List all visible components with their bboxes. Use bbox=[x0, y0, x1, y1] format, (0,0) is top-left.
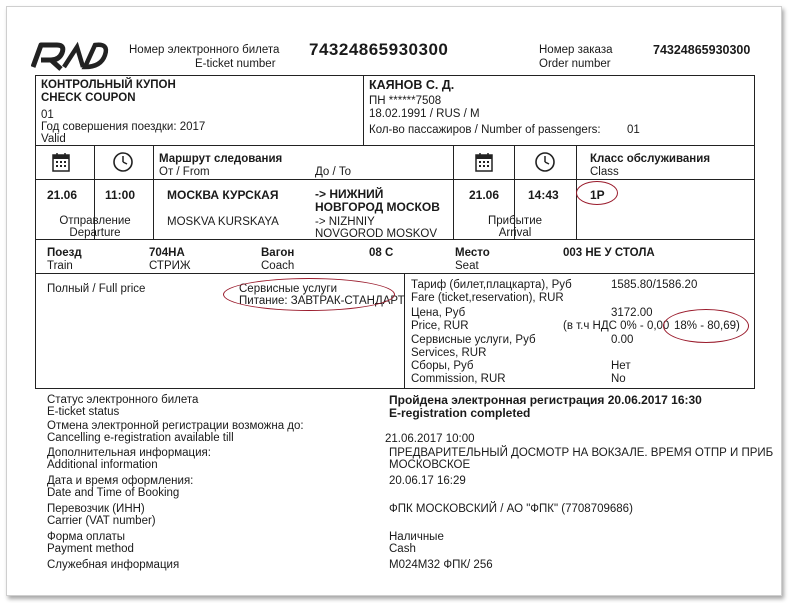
cancel-value: 21.06.2017 10:00 bbox=[385, 433, 475, 445]
services-value: 0.00 bbox=[611, 334, 634, 346]
train-label-ru: Поезд bbox=[47, 247, 82, 259]
vat-prefix: (в т.ч НДС 0% - 0,00 bbox=[563, 320, 670, 332]
to-station-ru-2: НОВГОРОД МОСКОВ bbox=[315, 200, 440, 214]
full-price-label: Полный / Full price bbox=[47, 283, 146, 295]
payment-label-en: Payment method bbox=[47, 543, 134, 555]
to-station-en-1: -> NIZHNIY bbox=[315, 216, 375, 228]
class-label-en: Class bbox=[590, 166, 619, 178]
services-label-ru: Сервисные услуги, Руб bbox=[411, 334, 536, 346]
tariff-value: 1585.80/1586.20 bbox=[611, 279, 698, 291]
service-label: Сервисные услуги bbox=[239, 283, 338, 295]
class-annotation-circle bbox=[576, 181, 618, 205]
car-number: 08 С bbox=[369, 247, 394, 259]
departure-label-ru: Отправление bbox=[59, 215, 131, 227]
order-label-ru: Номер заказа bbox=[539, 44, 613, 56]
train-name: СТРИЖ bbox=[149, 260, 191, 272]
passenger-count: 01 bbox=[627, 124, 640, 136]
meal-annotation-circle bbox=[223, 278, 395, 311]
status-label-en: E-ticket status bbox=[47, 406, 120, 418]
trip-year: Год совершения поездки: 2017 bbox=[41, 121, 206, 133]
to-station-ru-1: -> НИЖНИЙ bbox=[315, 187, 384, 201]
class-label-ru: Класс обслуживания bbox=[590, 153, 711, 165]
payment-value-ru: Наличные bbox=[389, 531, 444, 543]
additional-value-2: МОСКОВСКОЕ bbox=[389, 459, 471, 471]
car-label-ru: Вагон bbox=[261, 247, 295, 259]
arrival-date: 21.06 bbox=[469, 188, 500, 202]
arrival-label-en: Arrival bbox=[498, 227, 532, 239]
e-ticket-document bbox=[6, 6, 782, 596]
carrier-value: ФПК МОСКОВСКИЙ / АО "ФПК" (7708709686) bbox=[389, 503, 633, 515]
booking-value: 20.06.17 16:29 bbox=[389, 475, 466, 487]
passenger-name: КАЯНОВ С. Д. bbox=[369, 78, 455, 92]
cancel-label-ru: Отмена электронной регистрации возможна до: bbox=[47, 420, 304, 432]
departure-date: 21.06 bbox=[47, 188, 78, 202]
fees-label-en: Commission, RUR bbox=[411, 373, 506, 385]
seat-label-ru: Место bbox=[455, 247, 490, 259]
cancel-label-en: Cancelling e-registration available till bbox=[47, 432, 234, 444]
service-info-label: Служебная информация bbox=[47, 559, 180, 571]
from-station-en: MOSKVA KURSKAYA bbox=[167, 216, 279, 228]
car-label-en: Coach bbox=[261, 260, 295, 272]
price-label-ru: Цена, Руб bbox=[411, 307, 466, 319]
clock-icon bbox=[534, 151, 556, 173]
to-station-en-2: NOVGOROD MOSKOV bbox=[315, 228, 438, 240]
order-number: 74324865930300 bbox=[653, 43, 751, 57]
arrival-time: 14:43 bbox=[528, 188, 559, 202]
status-value-ru: Пройдена электронная регистрация 20.06.2017 16:30 bbox=[389, 393, 702, 407]
carrier-label-ru: Перевозчик (ИНН) bbox=[47, 503, 145, 515]
payment-value-en: Cash bbox=[389, 543, 416, 555]
price-label-en: Price, RUR bbox=[411, 320, 469, 332]
departure-time: 11:00 bbox=[105, 188, 136, 202]
coupon-title-ru: КОНТРОЛЬНЫЙ КУПОН bbox=[41, 79, 176, 91]
eticket-number: 74324865930300 bbox=[309, 40, 449, 59]
passenger-count-label: Кол-во пассажиров / Number of passengers: bbox=[369, 124, 601, 136]
service-info-value: М024М32 ФПК/ 256 bbox=[389, 559, 493, 571]
passenger-birth: 18.02.1991 / RUS / M bbox=[369, 108, 480, 120]
to-label: До / To bbox=[315, 166, 352, 178]
departure-label-en: Departure bbox=[69, 227, 121, 239]
calendar-icon bbox=[475, 152, 493, 172]
clock-icon bbox=[112, 151, 134, 173]
route-label: Маршрут следования bbox=[159, 153, 283, 165]
status-label-ru: Статус электронного билета bbox=[47, 394, 199, 406]
arrival-label-ru: Прибытие bbox=[487, 215, 543, 227]
booking-label-ru: Дата и время оформления: bbox=[47, 475, 194, 487]
tariff-label-en: Fare (ticket,reservation), RUR bbox=[411, 292, 564, 304]
from-station-ru: МОСКВА КУРСКАЯ bbox=[167, 188, 279, 202]
fees-value-ru: Нет bbox=[611, 360, 631, 372]
fees-value-en: No bbox=[611, 373, 626, 385]
payment-label-ru: Форма оплаты bbox=[47, 531, 126, 543]
tariff-label-ru: Тариф (билет,плацкарта), Руб bbox=[411, 279, 572, 291]
eticket-label-en: E-ticket number bbox=[195, 58, 276, 70]
eticket-label-ru: Номер электронного билета bbox=[129, 44, 280, 56]
calendar-icon bbox=[52, 152, 70, 172]
additional-value-1: ПРЕДВАРИТЕЛЬНЫЙ ДОСМОТР НА ВОКЗАЛЕ. ВРЕМЯ ОТПР И ПРИБ bbox=[389, 447, 774, 459]
meal-label: Питание: ЗАВТРАК-СТАНДАРТ bbox=[239, 295, 405, 307]
coupon-number: 01 bbox=[41, 109, 54, 121]
additional-label-ru: Дополнительная информация: bbox=[47, 447, 211, 459]
price-value: 3172.00 bbox=[611, 307, 653, 319]
coupon-title-en: CHECK COUPON bbox=[41, 92, 136, 104]
status-value-en: E-registration completed bbox=[389, 406, 531, 420]
booking-label-en: Date and Time of Booking bbox=[47, 487, 180, 499]
fees-label-ru: Сборы, Руб bbox=[411, 360, 474, 372]
train-label-en: Train bbox=[47, 260, 73, 272]
class-value: 1Р bbox=[590, 188, 605, 202]
rzd-logo bbox=[31, 39, 111, 73]
vat-highlight: 18% - 80,69) bbox=[674, 320, 740, 332]
seat-label-en: Seat bbox=[455, 260, 479, 272]
vat-annotation-circle bbox=[663, 309, 749, 343]
services-label-en: Services, RUR bbox=[411, 347, 487, 359]
train-number: 704НА bbox=[149, 247, 185, 259]
valid-label: Valid bbox=[41, 133, 66, 145]
seat-value: 003 НЕ У СТОЛА bbox=[563, 247, 655, 259]
passenger-passport: ПН ******7508 bbox=[369, 95, 442, 107]
from-label: От / From bbox=[159, 166, 210, 178]
additional-label-en: Additional information bbox=[47, 459, 158, 471]
carrier-label-en: Carrier (VAT number) bbox=[47, 515, 156, 527]
order-label-en: Order number bbox=[539, 58, 611, 70]
